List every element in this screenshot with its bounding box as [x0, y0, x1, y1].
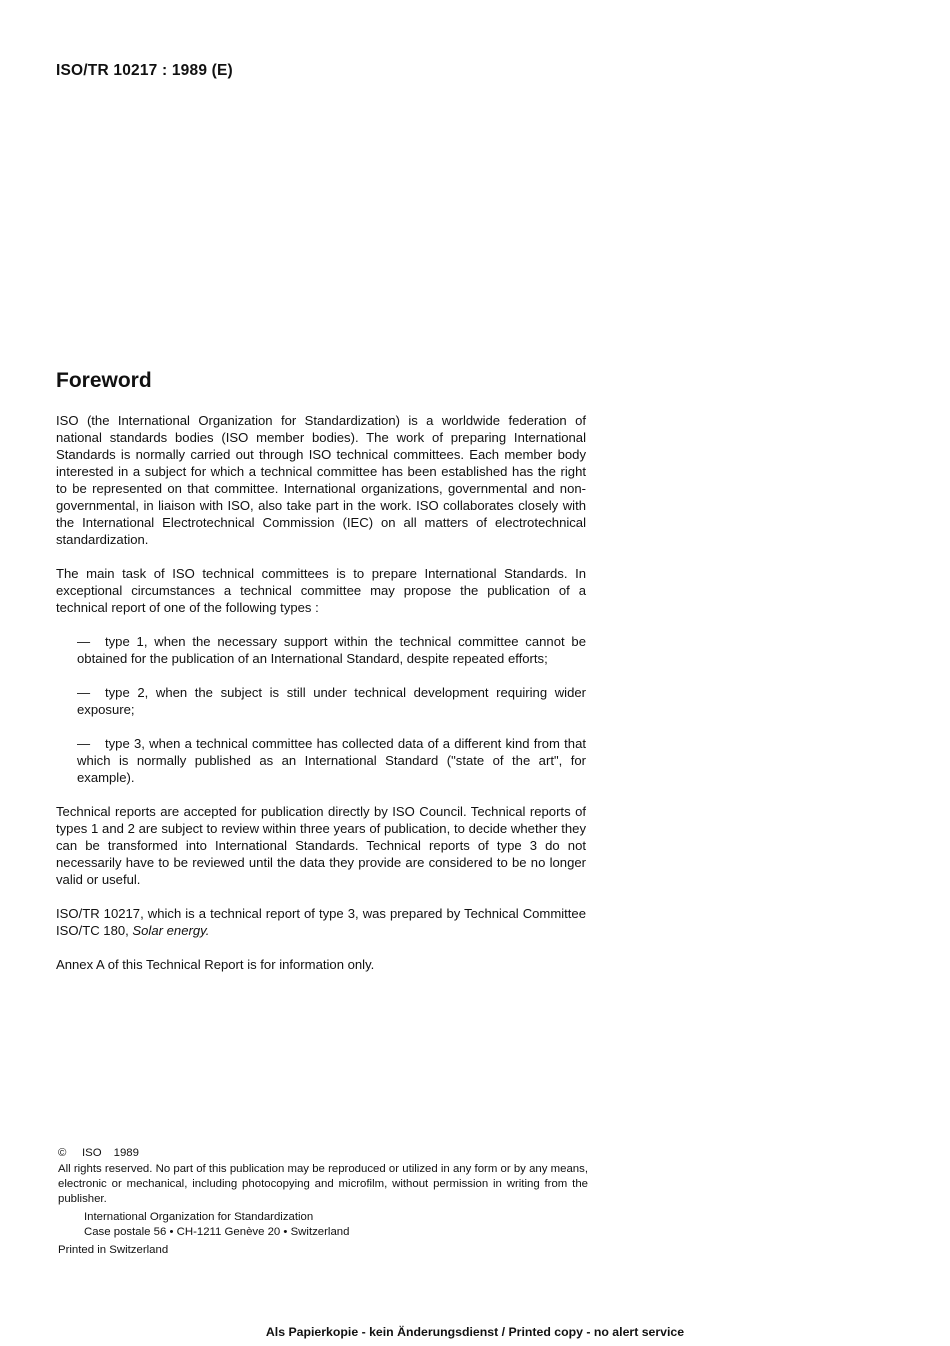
print-notice: Als Papierkopie - kein Änderungsdienst / Printed copy - no alert service: [265, 1325, 685, 1339]
list-item-type-2: [77, 684, 586, 718]
publisher-address: Case postale 56 • CH-1211 Genève 20 • Switzerland: [84, 1226, 350, 1238]
list-item-type-1: [77, 633, 586, 667]
list-item-text: type 2, when the subject is still under technical development requiring wider exposure;: [77, 685, 586, 717]
list-item-type-3: [77, 735, 586, 786]
paragraph-main-task: The main task of ISO technical committees is to prepare International Standards. In exceptional circumstances a technical committee may propose the publication of a technical report of one of the following types :: [56, 566, 586, 615]
committee-title: Solar energy.: [132, 923, 210, 938]
prepared-by-text: ISO/TR 10217, which is a technical report of type 3, was prepared by Technical Committee ISO/TC 180,: [56, 906, 586, 938]
rights-statement: All rights reserved. No part of this publication may be reproduced or utilized in any form or by any means, electronic or mechanical, including photocopying and microfilm, without permission in writing from the publisher.: [58, 1163, 588, 1205]
bullet-dash: —: [77, 685, 91, 700]
copyright-year: 1989: [113, 1147, 139, 1159]
section-title: Foreword: [56, 369, 152, 392]
paragraph-annex: Annex A of this Technical Report is for information only.: [56, 957, 375, 972]
copyright-line: [58, 1146, 588, 1161]
foreword-body: [56, 412, 586, 990]
paragraph-iso-intro: ISO (the International Organization for Standardization) is a worldwide federation of national standards bodies (ISO member bodies). The work of preparing International Standards is normally carried out through ISO technical committees. Each member body interested in a subject for which a technical committee has been established has the right to be represented on that committee. International organizations, governmental and non-governmental, in liaison with ISO, also take part in the work. ISO collaborates closely with the International Electrotechnical Commission (IEC) on all matters of electrotechnical standardization.: [56, 413, 586, 547]
copyright-org: ISO: [82, 1147, 102, 1159]
copyright-block: [58, 1146, 588, 1258]
document-id-header: ISO/TR 10217 : 1989 (E): [56, 62, 233, 79]
list-item-text: type 1, when the necessary support within the technical committee cannot be obtained for the publication of an International Standard, despite repeated efforts;: [77, 634, 586, 666]
publisher-name: International Organization for Standardization: [84, 1211, 314, 1223]
bullet-dash: —: [77, 634, 91, 649]
printed-in: Printed in Switzerland: [58, 1244, 169, 1256]
copyright-icon: ©: [58, 1147, 67, 1159]
paragraph-prepared-by: [56, 905, 586, 939]
bullet-dash: —: [77, 736, 91, 751]
paragraph-technical-reports: Technical reports are accepted for publication directly by ISO Council. Technical reports of types 1 and 2 are subject to review within three years of publication, to decide whether they can be transformed into International Standards. Technical reports of type 3 do not necessarily have to be reviewed until the data they provide are considered to be no longer valid or useful.: [56, 804, 586, 887]
list-item-text: type 3, when a technical committee has collected data of a different kind from that which is normally published as an International Standard ("state of the art", for example).: [77, 736, 586, 785]
